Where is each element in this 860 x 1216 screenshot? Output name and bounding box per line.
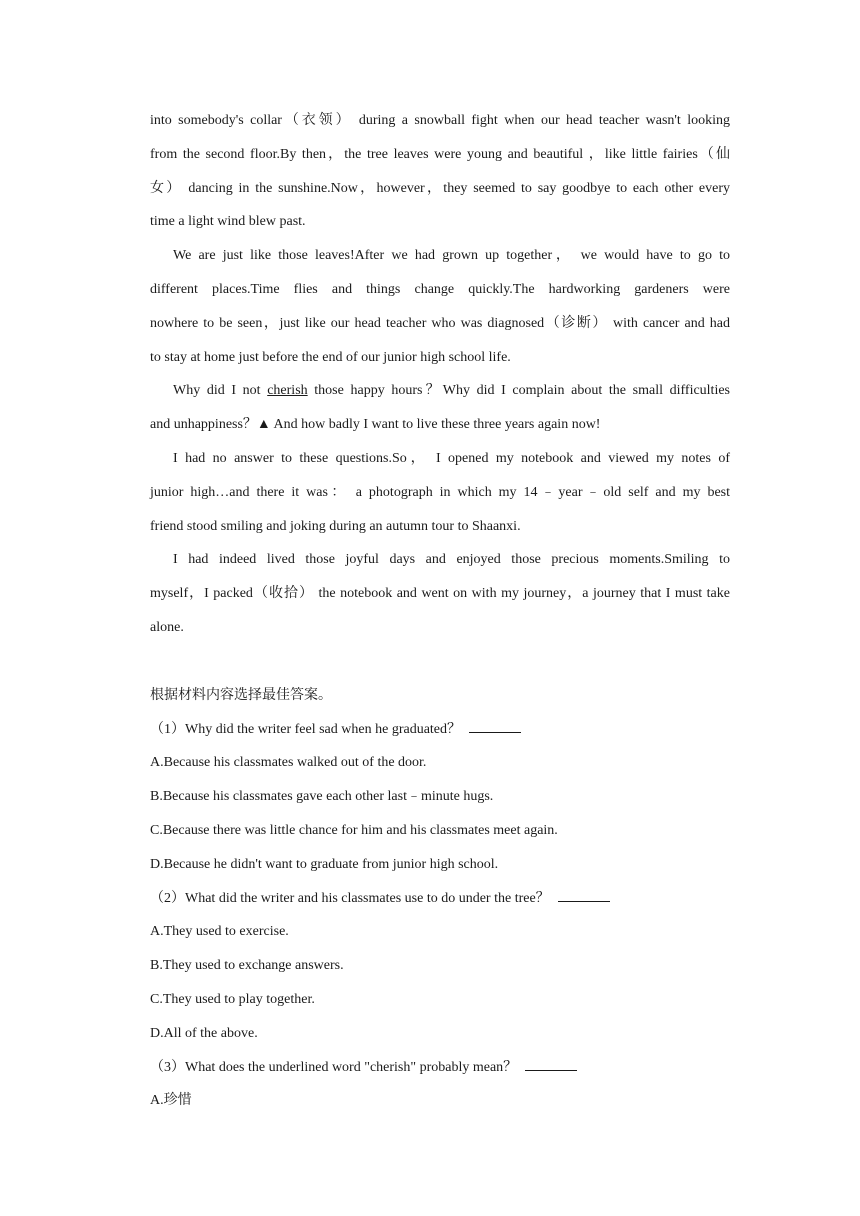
- question-stem: [150, 882, 730, 916]
- text-line: from the second floor.By then，the tree leaves were young and beautiful ，like little fairies（仙: [150, 146, 730, 162]
- text-line: I had no answer to these questions.So， I opened my notebook and viewed my notes of: [173, 450, 730, 466]
- text-line: and unhappiness？▲ And how badly I want to live these three years again now!: [150, 417, 601, 433]
- text-line: [150, 374, 730, 408]
- text-line: myself，I packed（收拾） the notebook and went on with my journey，a journey that I must take: [150, 586, 730, 602]
- text-line: into somebody's collar（衣领） during a snowball fight when our head teacher wasn't looking: [150, 113, 730, 128]
- answer-option: D.All of the above.: [150, 1025, 258, 1041]
- underlined-word-cherish: cherish: [267, 383, 308, 399]
- passage-paragraph-3: [150, 374, 730, 442]
- instruction-text: 根据材料内容选择最佳答案。: [150, 687, 332, 703]
- text-line: I had indeed lived those joyful days and enjoyed those precious moments.Smiling to: [173, 552, 730, 568]
- text-line: different places.Time flies and things change quickly.The hardworking gardeners were: [150, 281, 730, 297]
- text-line: alone.: [150, 619, 184, 635]
- text-line: 女） dancing in the sunshine.Now，however，they seemed to say goodbye to each other every: [150, 180, 730, 196]
- answer-option: A.They used to exercise.: [150, 924, 289, 940]
- passage-paragraph-4: [150, 442, 730, 543]
- text-line: nowhere to be seen，just like our head teacher who was diagnosed（诊断） with cancer and had: [150, 315, 730, 331]
- question-stem: [150, 713, 730, 747]
- question-section: [150, 679, 730, 1118]
- answer-option: B.Because his classmates gave each other last﹣minute hugs.: [150, 789, 494, 805]
- answer-option: C.Because there was little chance for him and his classmates meet again.: [150, 822, 558, 838]
- passage-paragraph-1: [150, 104, 730, 239]
- answer-option: A.珍惜: [150, 1093, 192, 1109]
- text-line: We are just like those leaves!After we had grown up together， we would have to go to: [173, 248, 730, 264]
- answer-option: B.They used to exchange answers.: [150, 958, 344, 974]
- question-stem-text: （1）Why did the writer feel sad when he graduated？: [150, 721, 462, 737]
- question-stem: [150, 1051, 730, 1085]
- text-line: to stay at home just before the end of our junior high school life.: [150, 349, 511, 365]
- answer-option: C.They used to play together.: [150, 991, 315, 1007]
- passage-paragraph-2: [150, 239, 730, 374]
- answer-option: D.Because he didn't want to graduate from junior high school.: [150, 856, 499, 872]
- question-stem-text: （2）What did the writer and his classmates use to do under the tree？: [150, 890, 550, 906]
- text-line: friend stood smiling and joking during an autumn tour to Shaanxi.: [150, 518, 521, 534]
- text-segment: those happy hours？Why did I complain about the small difficulties: [307, 383, 731, 399]
- answer-blank: [525, 1058, 577, 1071]
- answer-blank: [558, 889, 610, 902]
- answer-blank: [469, 720, 521, 733]
- text-line: junior high…and there it was： a photograph in which my 14﹣year﹣old self and my best: [150, 484, 730, 500]
- text-segment: Why did I not: [173, 383, 268, 399]
- text-line: time a light wind blew past.: [150, 214, 306, 230]
- answer-option: A.Because his classmates walked out of the door.: [150, 755, 427, 771]
- question-stem-text: （3）What does the underlined word "cherish" probably mean？: [150, 1059, 518, 1075]
- passage-paragraph-5: [150, 543, 730, 644]
- document-page: [150, 104, 730, 1118]
